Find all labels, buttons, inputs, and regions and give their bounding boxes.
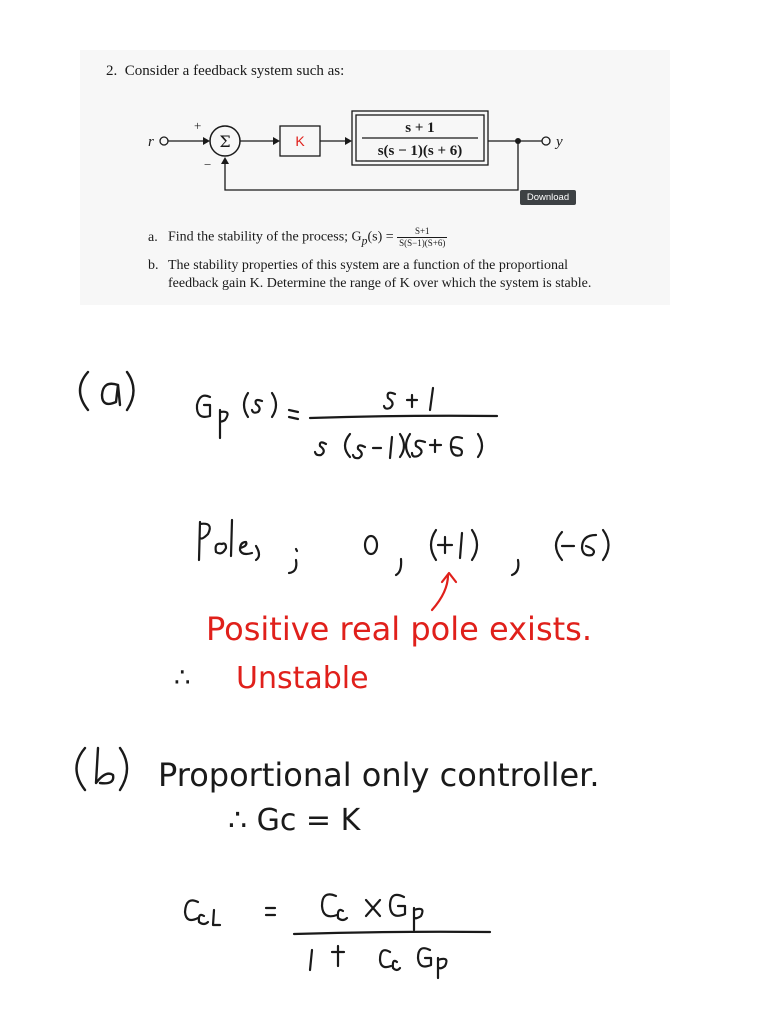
therefore-symbol: ∴ bbox=[174, 663, 191, 693]
part-b-marker: b. bbox=[148, 258, 159, 273]
part-a-frac-num: S+1 bbox=[397, 226, 447, 238]
minus-sign: − bbox=[204, 157, 212, 172]
controller-note: Proportional only controller. bbox=[158, 756, 600, 794]
red-arrow bbox=[432, 575, 448, 610]
unstable-conclusion: Unstable bbox=[236, 661, 369, 696]
part-a-text: Find the stability of the process; G bbox=[168, 229, 362, 245]
gp-expression bbox=[197, 388, 497, 458]
question-part-b-continued: feedback gain K. Determine the range of K over which the system is stable. bbox=[168, 276, 592, 291]
plant-denominator: s(s − 1)(s + 6) bbox=[377, 143, 463, 159]
part-b-label bbox=[77, 748, 128, 790]
gcl-expression bbox=[185, 894, 490, 978]
question-prompt: Consider a feedback system such as: bbox=[124, 63, 345, 79]
question-number: 2. bbox=[106, 63, 118, 79]
plus-sign: + bbox=[194, 118, 202, 133]
red-annotation bbox=[432, 573, 456, 610]
output-label: y bbox=[556, 134, 563, 150]
gain-label: K bbox=[295, 133, 305, 149]
input-label: r bbox=[148, 134, 154, 150]
part-a-after: (s) = bbox=[367, 229, 394, 245]
part-a-subscript: p bbox=[361, 234, 368, 248]
red-note: Positive real pole exists. bbox=[206, 610, 592, 648]
part-a-frac-den: S(S−1)(S+6) bbox=[399, 238, 446, 248]
part-a-label bbox=[80, 372, 134, 410]
part-b-text: The stability properties of this system are a function of the proportional bbox=[168, 258, 569, 273]
part-a-marker: a. bbox=[148, 229, 158, 245]
download-button[interactable]: Download bbox=[520, 190, 576, 205]
summer-symbol: Σ bbox=[219, 132, 231, 151]
gc-equals-k: ∴ Gc = K bbox=[228, 803, 361, 838]
poles-line bbox=[199, 520, 609, 575]
plant-numerator: s + 1 bbox=[405, 120, 435, 136]
